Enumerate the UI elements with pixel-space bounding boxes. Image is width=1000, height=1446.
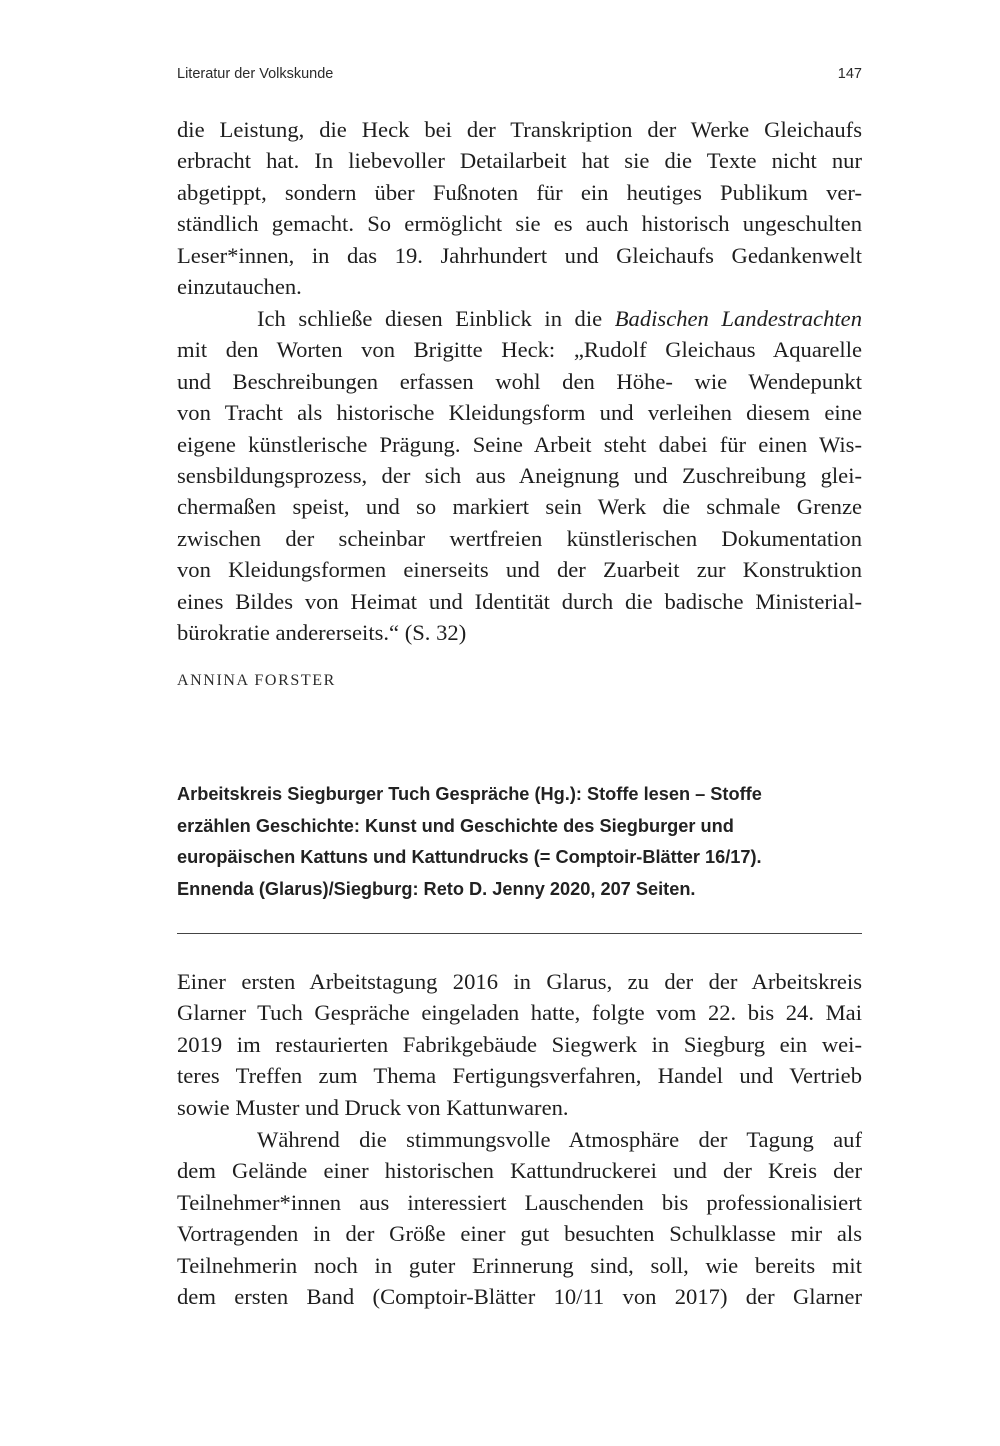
review2-paragraph-2 — [177, 1124, 862, 1312]
text-line: teres Treffen zum Thema Fertigungsverfahren, Handel und Vertrieb — [177, 1063, 862, 1089]
text-line: bürokratie andererseits.“ (S. 32) — [177, 619, 467, 645]
text-line: dem Gelände einer historischen Kattundruckerei und der Kreis der — [177, 1158, 862, 1184]
text-line: chermaßen speist, und so markiert sein Werk die schmale Grenze — [177, 494, 862, 520]
review1-paragraph-2 — [177, 303, 862, 648]
review1-paragraph-1 — [177, 114, 862, 302]
heading-line: Ennenda (Glarus)/Siegburg: Reto D. Jenny 2020, 207 Seiten. — [177, 878, 696, 899]
book-title-italic: Badischen Landestrachten — [614, 306, 862, 331]
text-segment: Ich schließe diesen Einblick in die — [257, 306, 615, 331]
text-line: zwischen der scheinbar wertfreien künstlerischen Dokumentation — [177, 525, 862, 551]
text-line: Teilnehmer*innen aus interessiert Lauschenden bis professionalisiert — [177, 1189, 862, 1215]
page-number: 147 — [837, 66, 862, 82]
text-line: abgetippt, sondern über Fußnoten für ein heutiges Publikum ver- — [177, 179, 862, 205]
heading-line: europäischen Kattuns und Kattundrucks (= Comptoir-Blätter 16/17). — [177, 847, 762, 867]
text-line: sensbildungsprozess, der sich aus Aneignung und Zuschreibung glei- — [177, 462, 862, 488]
text-line: dem ersten Band (Comptoir-Blätter 10/11 von 2017) der Glarner — [177, 1283, 862, 1309]
text-line: ständlich gemacht. So ermöglicht sie es auch historisch ungeschulten — [177, 211, 862, 237]
review-bibliographic-heading — [177, 779, 867, 905]
heading-line: Arbeitskreis Siegburger Tuch Gespräche (Hg.): Stoffe lesen – Stoffe — [177, 784, 762, 804]
text-line: mit den Worten von Brigitte Heck: „Rudolf Gleichaus Aquarelle — [177, 337, 862, 363]
running-header — [177, 66, 862, 86]
text-line: Leser*innen, in das 19. Jahrhundert und Gleichaufs Gedankenwelt — [177, 242, 862, 268]
text-line: Während die stimmungsvolle Atmosphäre der Tagung auf — [257, 1127, 862, 1152]
text-line: sowie Muster und Druck von Kattunwaren. — [177, 1094, 569, 1120]
text-line: die Leistung, die Heck bei der Transkription der Werke Gleichaufs — [177, 117, 862, 142]
review-author-signature: ANNINA FORSTER — [177, 672, 336, 689]
heading-line: erzählen Geschichte: Kunst und Geschichte des Siegburger und — [177, 815, 734, 836]
text-line: von Tracht als historische Kleidungsform und verleihen diesem eine — [177, 400, 862, 426]
text-line: erbracht hat. In liebevoller Detailarbeit hat sie die Texte nicht nur — [177, 148, 862, 174]
text-line: eigene künstlerische Prägung. Seine Arbeit steht dabei für einen Wis- — [177, 431, 862, 457]
text-line: eines Bildes von Heimat und Identität durch die badische Ministerial- — [177, 588, 862, 614]
text-line: Einer ersten Arbeitstagung 2016 in Glarus, zu der der Arbeitskreis — [177, 969, 862, 994]
text-line: und Beschreibungen erfassen wohl den Höhe- wie Wendepunkt — [177, 368, 862, 394]
review2-paragraph-1 — [177, 966, 862, 1123]
text-line: Teilnehmerin noch in guter Erinnerung sind, soll, wie bereits mit — [177, 1252, 862, 1278]
text-line — [177, 303, 862, 334]
text-line: Vortragenden in der Größe einer gut besuchten Schulklasse mir als — [177, 1221, 862, 1247]
text-line: 2019 im restaurierten Fabrikgebäude Siegwerk in Siegburg ein wei- — [177, 1031, 862, 1057]
section-divider — [177, 933, 862, 934]
running-title: Literatur der Volkskunde — [177, 66, 334, 82]
text-line: von Kleidungsformen einerseits und der Zuarbeit zur Konstruktion — [177, 557, 862, 583]
text-line: einzutauchen. — [177, 273, 302, 299]
text-line: Glarner Tuch Gespräche eingeladen hatte, folgte vom 22. bis 24. Mai — [177, 1000, 862, 1026]
